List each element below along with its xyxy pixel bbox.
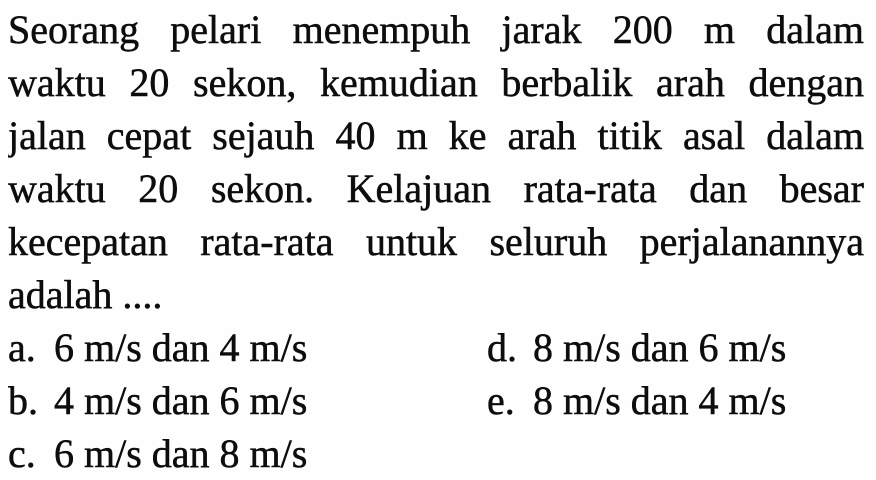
question-line-5: kecepatan rata-rata untuk seluruh perjalanannya [8, 219, 864, 264]
option-empty-cell [487, 427, 864, 480]
option-c [8, 427, 487, 480]
question-text [8, 3, 864, 321]
option-b [8, 374, 487, 427]
option-a-letter: a. [8, 325, 36, 370]
question-line-6: adalah .... [8, 272, 163, 317]
option-c-text: 6 m/s dan 8 m/s [54, 431, 308, 476]
option-e-text: 8 m/s dan 4 m/s [533, 378, 787, 423]
question-line-4: waktu 20 sekon. Kelajuan rata-rata dan besar [8, 166, 864, 211]
option-e-letter: e. [487, 378, 515, 423]
question-line-2: waktu 20 sekon, kemudian berbalik arah dengan [8, 60, 864, 105]
option-a [8, 321, 487, 374]
option-d-text: 8 m/s dan 6 m/s [533, 325, 787, 370]
option-d-letter: d. [487, 325, 517, 370]
question-line-3: jalan cepat sejauh 40 m ke arah titik asal dalam [8, 113, 864, 158]
option-c-letter: c. [8, 431, 36, 476]
option-b-letter: b. [8, 378, 38, 423]
option-b-text: 4 m/s dan 6 m/s [54, 378, 308, 423]
option-d [487, 321, 864, 374]
option-e [487, 374, 864, 427]
answer-options [8, 321, 864, 480]
question-line-1: Seorang pelari menempuh jarak 200 m dalam [8, 7, 864, 52]
option-a-text: 6 m/s dan 4 m/s [54, 325, 308, 370]
